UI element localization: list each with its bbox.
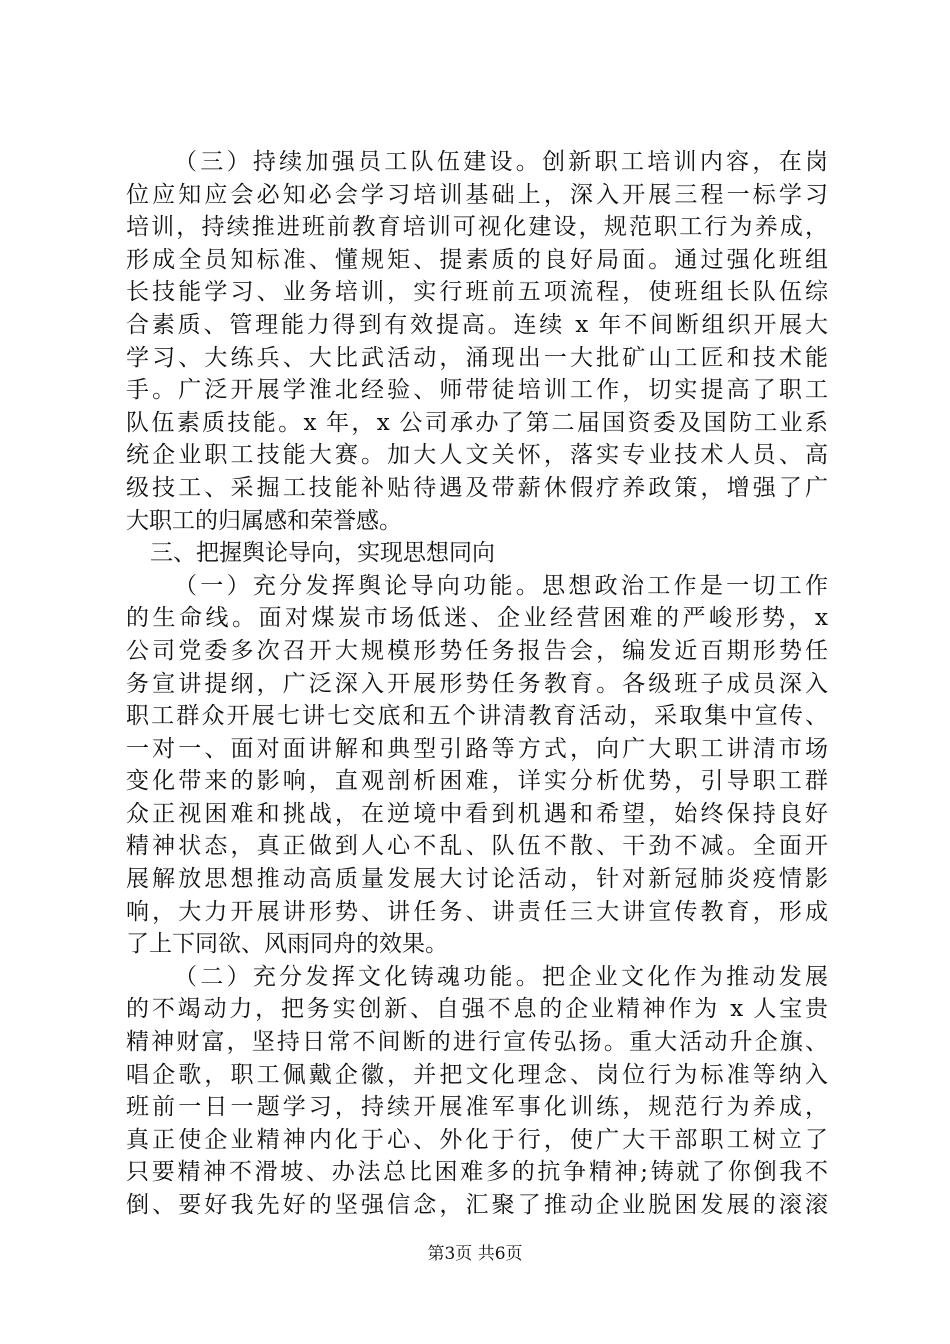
paragraph-line: 合素质、管理能力得到有效提高。连续 x 年不间断组织开展大: [126, 311, 828, 338]
paragraph-line: 职工群众开展七讲七交底和五个讲清教育活动，采取集中宣传、: [126, 703, 828, 730]
paragraph-line: 只要精神不滑坡、办法总比困难多的抗争精神;铸就了你倒我不: [126, 1159, 828, 1186]
paragraph-line: 队伍素质技能。x 年，x 公司承办了第二届国资委及国防工业系: [126, 409, 828, 436]
paragraph-line: 精神状态，真正做到人心不乱、队伍不散、干劲不减。全面开: [126, 833, 828, 860]
paragraph-line: 长技能学习、业务培训，实行班前五项流程，使班组长队伍综: [126, 279, 828, 306]
paragraph-line: 真正使企业精神内化于心、外化于行，使广大干部职工树立了: [126, 1126, 828, 1153]
paragraph-line: 众正视困难和挑战，在逆境中看到机遇和希望，始终保持良好: [126, 800, 828, 827]
paragraph-line: 的不竭动力，把务实创新、自强不息的企业精神作为 x 人宝贵: [126, 996, 828, 1023]
paragraph-line: 一对一、面对面讲解和典型引路等方式，向广大职工讲清市场: [126, 735, 828, 762]
paragraph-line: 手。广泛开展学淮北经验、师带徒培训工作，切实提高了职工: [126, 377, 828, 404]
paragraph-line: 大职工的归属感和荣誉感。: [126, 507, 402, 534]
page-number-footer: 第3页 共6页: [427, 1244, 523, 1264]
paragraph-line: 了上下同欲、风雨同舟的效果。: [126, 931, 448, 958]
paragraph-line: 倒、要好我先好的坚强信念，汇聚了推动企业脱困发展的滚滚: [126, 1192, 828, 1218]
paragraph-line: 公司党委多次召开大规模形势任务报告会，编发近百期形势任: [126, 637, 828, 664]
paragraph-line: 变化带来的影响，直观剖析困难，详实分析优势，引导职工群: [126, 768, 828, 795]
paragraph-line: 展解放思想推动高质量发展大讨论活动，针对新冠肺炎疫情影: [126, 866, 828, 893]
paragraph-line: （三）持续加强员工队伍建设。创新职工培训内容，在岗: [174, 149, 828, 175]
paragraph-line: 形成全员知标准、懂规矩、提素质的良好局面。通过强化班组: [126, 246, 828, 273]
section-heading: 三、把握舆论导向，实现思想同向: [150, 540, 495, 567]
paragraph-line: 统企业职工技能大赛。加大人文关怀，落实专业技术人员、高: [126, 442, 828, 469]
paragraph-line: 响，大力开展讲形势、讲任务、讲责任三大讲宣传教育，形成: [126, 898, 828, 925]
paragraph-line: 务宣讲提纲，广泛深入开展形势任务教育。各级班子成员深入: [126, 670, 828, 697]
paragraph-line: 位应知应会必知必会学习培训基础上，深入开展三程一标学习: [126, 181, 828, 208]
paragraph-line: 的生命线。面对煤炭市场低迷、企业经营困难的严峻形势，x: [126, 605, 828, 632]
paragraph-line: （一）充分发挥舆论导向功能。思想政治工作是一切工作: [174, 572, 828, 599]
paragraph-line: 唱企歌，职工佩戴企徽，并把文化理念、岗位行为标准等纳入: [126, 1061, 828, 1088]
body-text: [126, 146, 828, 1222]
paragraph-line: （二）充分发挥文化铸魂功能。把企业文化作为推动发展: [174, 963, 828, 990]
paragraph-line: 精神财富，坚持日常不间断的进行宣传弘扬。重大活动升企旗、: [126, 1029, 828, 1056]
paragraph-line: 班前一日一题学习，持续开展准军事化训练，规范行为养成，: [126, 1094, 828, 1121]
paragraph-line: 学习、大练兵、大比武活动，涌现出一大批矿山工匠和技术能: [126, 344, 828, 371]
paragraph-line: 级技工、采掘工技能补贴待遇及带薪休假疗养政策，增强了广: [126, 474, 828, 501]
paragraph-line: 培训，持续推进班前教育培训可视化建设，规范职工行为养成，: [126, 214, 828, 241]
